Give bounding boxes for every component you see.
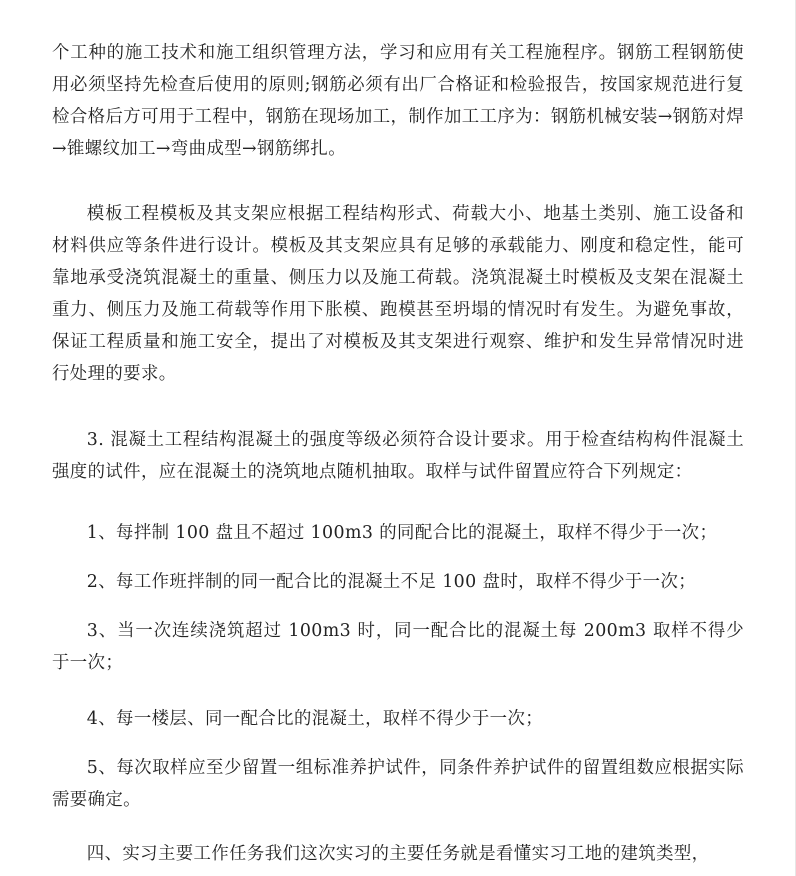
list-item-sampling-1: 1、每拌制 100 盘且不超过 100m3 的同配合比的混凝土，取样不得少于一次；	[86, 523, 718, 543]
list-item-sampling-3: 3、当一次连续浇筑超过 100m3 时，同一配合比的混凝土每 200m3 取样不得少于一次；	[52, 621, 744, 673]
list-item-sampling-4: 4、每一楼层、同一配合比的混凝土，取样不得少于一次；	[86, 709, 544, 729]
paragraph-formwork: 模板工程模板及其支架应根据工程结构形式、荷载大小、地基土类别、施工设备和材料供应等条件进行设计。模板及其支架应具有足够的承载能力、刚度和稳定性，能可靠地承受浇筑混凝土的重量、侧压力以及施工荷载。浇筑混凝土时模板及支架在混凝土重力、侧压力及施工荷载等作用下胀模、跑模甚至坍塌的情况时有发生。为避免事故，保证工程质量和施工安全，提出了对模板及其支架进行观察、维护和发生异常情况时进行处理的要求。	[52, 204, 744, 384]
list-item-sampling-5: 5、每次取样应至少留置一组标准养护试件，同条件养护试件的留置组数应根据实际需要确定。	[52, 758, 744, 810]
paragraph-concrete-strength: 3. 混凝土工程结构混凝土的强度等级必须符合设计要求。用于检查结构构件混凝土强度的试件，应在混凝土的浇筑地点随机抽取。取样与试件留置应符合下列规定：	[52, 430, 744, 482]
paragraph-rebar-process: 个工种的施工技术和施工组织管理方法，学习和应用有关工程施程序。钢筋工程钢筋使用必须坚持先检查后使用的原则;钢筋必须有出厂合格证和检验报告，按国家规范进行复检合格后方可用于工程中，钢筋在现场加工，制作加工工序为：钢筋机械安装→钢筋对焊→锥螺纹加工→弯曲成型→钢筋绑扎。	[52, 43, 744, 159]
section-heading-internship-tasks: 四、实习主要工作任务我们这次实习的主要任务就是看懂实习工地的建筑类型，	[86, 844, 710, 864]
list-item-sampling-2: 2、每工作班拌制的同一配合比的混凝土不足 100 盘时，取样不得少于一次；	[86, 572, 697, 592]
